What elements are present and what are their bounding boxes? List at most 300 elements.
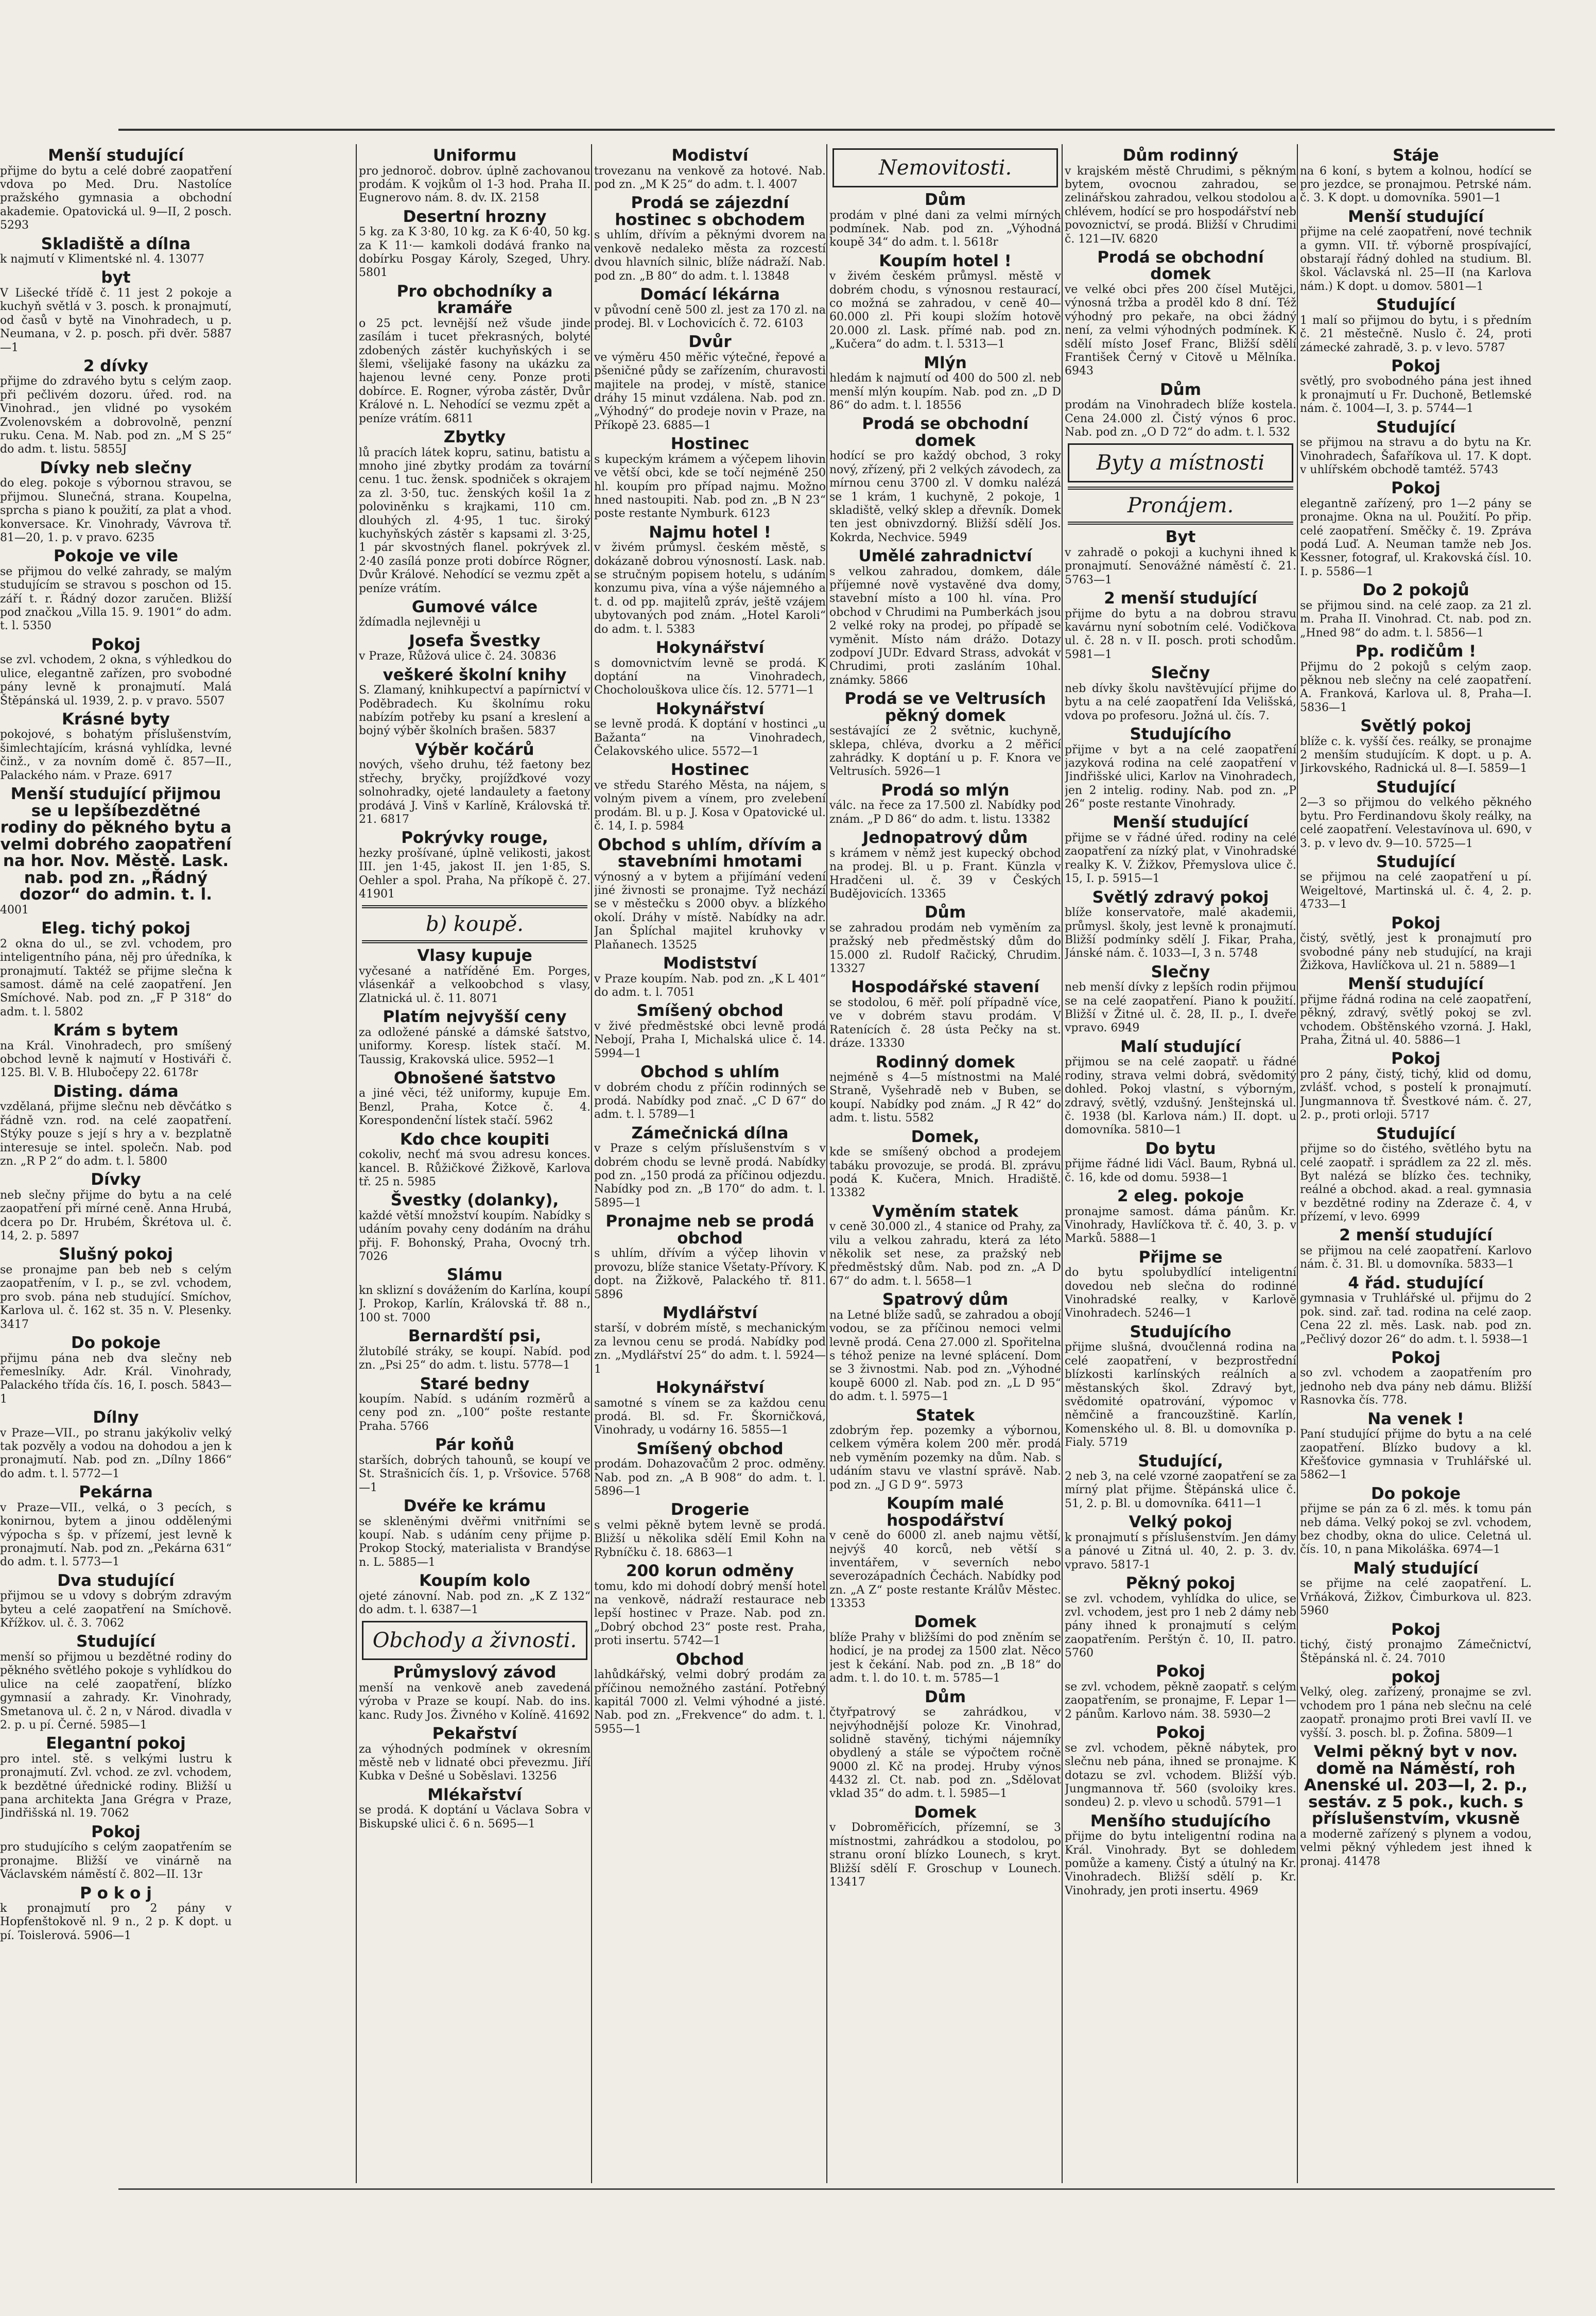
classified-ad [359,283,591,426]
ad-heading: Pěkný pokoj [1125,1574,1236,1593]
classified-ad [594,1003,826,1061]
classified-ad [0,236,232,267]
ad-heading: Pokoj [1391,913,1441,932]
ad-heading: Prodá se obchodní domek [1097,248,1264,284]
ad-body: se přijmou na stravu a do bytu na Kr. Vinohradech, Šafaříkova ul. 17. K dopt. v uhlířském obchodě tamtéž. 5743 [1300,436,1532,476]
ad-heading: Mlékařství [427,1785,522,1804]
ad-body: pro studujícího s celým zaopatřením se pronajme. Bližší ve vinárně na Václavském náměstí č. 802—II. 13r [0,1841,232,1881]
classified-ad [0,1735,232,1821]
ad-body: čistý, světlý, jest k pronajmutí pro svobodné pány neb studující, na kraji Žižkova, Havlíčkova ul. 21 n. 5889—1 [1300,932,1532,972]
classified-ad [359,1267,591,1325]
ad-body: na Král. Vinohradech, pro smíšený obchod levně k najmutí v Hostiváři č. 125. Bl. V. B. Hlubočepy 22. 6178r [0,1039,232,1080]
ad-heading: veškeré školní knihy [383,665,567,684]
classified-ad [594,1501,826,1560]
ad-heading: Gumové válce [411,597,538,616]
classified-ad [359,1070,591,1128]
classified-ad [594,837,826,952]
ad-body: a moderně zařízený s plynem a vodou, velmi pěkný výhledem jest ihned k pronaj. 41478 [1300,1827,1532,1868]
ad-body: so zvl. vchodem a zaopatřením pro jednoho neb dva pány neb dámu. Bližší Rasnovka čís. 778. [1300,1367,1532,1407]
classified-ad [1300,1669,1532,1740]
ad-body: na Letné blíže sadů, se zahradou a obojí vodou, se za příčinou nemoci velmi levně prodá. Cena 27.000 zl. Spořitelna s téhož penize na levné splácení. Dom se 3 živnostmi. Nab. pod zn. „Výhodné koupě 6000 zl. Nab. pod zn. „L D 95“ do adm. t. l. 5975—1 [829,1308,1061,1404]
ad-heading: Zbytky [443,428,506,447]
ad-body: se přijmou na celé zaopatření. Karlovo nám. č. 31. Bl. u domovníka. 5833—1 [1300,1245,1532,1271]
ad-heading: P o k o j [80,1883,152,1903]
classified-ad [1300,915,1532,973]
ad-heading: Uniformu [432,146,517,165]
classified-ad [829,1129,1061,1200]
ad-body: za výhodných podmínek v okresním městě neb v lidnaté obci převezmu. Jiří Kubka v Dešné u Soběslavi. 13256 [359,1742,591,1783]
ad-body: ždímadla nejlevněji u [359,616,481,629]
ad-heading: Dům [924,1687,966,1706]
classified-ad [1065,1813,1296,1898]
ad-body: menší na venkově aneb zavedená výroba v Praze se koupí. Nab. do ins. kanc. Rudy Jos. Živného v Kolíně. 41692 [359,1681,591,1722]
ad-heading: Josefa Švestky [409,631,541,650]
classified-ad [1065,1249,1296,1321]
ad-heading: Studujícího [1130,724,1231,744]
ad-body: v živé předměstské obci levně prodá Nebojí, Praha I, Michalská ulice č. 14. 5994—1 [594,1019,826,1060]
ad-body: v živém průmysl. českém městě, s dokázaně dobrou výnosností. Lask. nab. se stručným popisem hotelu, s udáním konzumu piva, vína a výše nájemného a t. d. od pp. majitelů zpráv, ještě vzájem ubytovaných pod znám. „Hotel Karoli“ do adm. t. l. 5383 [594,541,826,636]
classified-ad [359,741,591,827]
ad-body: kde se smíšený obchod a prodejem tabáku provozuje, se prodá. Bl. zprávu podá K. Kučera, Mnich. Hradiště. 13382 [829,1146,1061,1200]
classified-ad [1300,1621,1532,1666]
ad-body: blíže konservatoře, malé akademii, průmysl. školy, jest levně k pronajmutí. Bližší podmínky sdělí J. Fikar, Praha, Jánské nám. č. 1033—I, 3 n. 5748 [1065,906,1296,960]
ad-body: v krajském městě Chrudimi, s pěkným bytem, ovocnou zahradou, se zelinářskou zahradou, velkou stodolou a chlévem, hodící se pro hospodářství neb povoznictví, se prodá. Bližší v Chrudimi č. 121—IV. 6820 [1065,164,1296,246]
ad-body: s velmi pěkně bytem levně se prodá. Bližší u několika sdělí Emil Kohn na Rybníčku č. 18. 6863—1 [594,1518,826,1559]
ad-heading: Švestky (dolanky), [390,1191,559,1210]
classified-ad [0,1633,232,1732]
ad-heading: Vyměním statek [872,1202,1018,1221]
classified-ad [0,1171,232,1243]
ad-heading: 200 korun odměny [626,1562,794,1581]
ad-body: přijme do zdravého bytu s celým zaop. při pečlivém dozoru. úřed. rod. na Vinohrad., jen vlidné po vysokém Zvolenovském a dobrovolně, penzní ruku. Cena. M. Nab. pod zn. „M S 25“ do adm. t. listu. 5855J [0,375,232,456]
ad-heading: Dům rodinný [1122,146,1239,165]
classified-ad [594,1651,826,1737]
classified-ad [359,1131,591,1189]
classified-ad [0,636,232,708]
classified-ad [1065,529,1296,587]
classified-ad [1300,209,1532,294]
classified-ad [594,195,826,283]
classified-ad [829,1407,1061,1493]
ad-body: menší so přijmou u bezdětné rodiny do pěkného světlého pokoje s vyhlídkou do ulice na celé zaopatření, blízko gymnasií a zahrady. Kr. Vinohrady, Smetanova ul. č. 2 n, v Národ. divadla v 2. p. u pí. Černé. 5985—1 [0,1650,232,1732]
ad-heading: Zámečnická dílna [631,1124,789,1143]
ad-body: zdobrým řep. pozemky a výbornou, celkem výměra kolem 200 měr. prodá neb vyměním pozemky na dům. Nab. s udáním stavu ve vlastní správě. Nab. pod zn. „J G D 9“. 5973 [829,1424,1061,1492]
ad-heading: Pokoj [1391,356,1441,375]
ad-heading: Menší studující [1348,207,1484,226]
section-heading: Obchody a živnosti. [362,1621,587,1660]
ad-heading: Vlasy kupuje [417,946,532,965]
ad-body: nových, všeho druhu, též faetony bez střechy, bryčky, projížďkové vozy solnohradky, ojeté landaulety a faetony prodává J. Vinš v Karlíně, Královská tř. 21. 6817 [359,758,591,826]
ad-body: 2—3 so přijmou do velkého pěkného bytu. Pro Ferdinandovu školy reálky, na celé zaopatření. Velestavínova ul. 690, v 3. p. v levo dv. 9—10. 5725—1 [1300,796,1532,850]
ad-heading: Studující, [1138,1451,1223,1471]
classified-ad [1065,1575,1296,1661]
ad-body: hezky prošívané, úplně velikosti, jakost III. jen 1·45, jakost II. jen 1·85, S. Oehler a spol. Praha, Na příkopě č. 27. 41901 [359,846,591,901]
ad-body: vzdělaná, přijme slečnu neb děvčátko s řádně vzn. rod. na celé zaopatření. Stýky pouze s její s hry a v. bezplatně interesuje se intel. společn. Nab. pod zn. „R P 2“ do adm. t. l. 5800 [0,1100,232,1168]
ad-body: s uhlím, dřívím a pěknými dvorem na venkově nedaleko města za rozcestí dvou hlavních silnic, blíže nádraží. Nab. pod zn. „B 80“ do adm. t. l. 13848 [594,229,826,283]
classified-ad [594,147,826,192]
ad-heading: Na venek ! [1367,1409,1464,1428]
ad-body: ve středu Starého Města, na nájem, s volným pivem a vínem, pro zvelebení prodám. Bl. u p. J. Kosa v Opatovické ul. č. 14, I. p. 5984 [594,779,826,833]
ad-body: tichý, čistý pronajmo Zámečnictví, Štěpánská nl. č. 24. 7010 [1300,1638,1532,1665]
ad-heading: Pronajme neb se prodá obchod [605,1212,814,1248]
ad-body: v dobrém chodu z příčin rodinných se prodá. Nabídky pod znač. „C D 67“ do adm. t. l. 5789—1 [594,1081,826,1121]
classified-ad [594,286,826,331]
classified-ad [1065,726,1296,811]
ad-heading: Pokoj [1156,1723,1205,1742]
classified-ad [0,147,232,233]
ad-body: 2 okna do ul., se zvl. vchodem, pro inteligentního pána, něj pro úředníka, k pronajmutí. Taktéž se přijme slečna k samost. dámě na celé zaopatření. Jen Smíchové. Nab. pod zn. „F P 318“ do adm. t. l. 5802 [0,937,232,1018]
ad-body: přijme do bytu inteligentní rodina na Král. Vinohrady. Byt se dohledem pomůže a kameny. Čistý a útulný na Kr. Vinohradech. Bližší sdělí p. Kr. Vinohrady, jen proti insertu. 4969 [1065,1830,1296,1897]
classified-ad [359,633,591,664]
ad-body: se prodá. K doptání u Václava Sobra v Biskupské ulici č. 6 n. 5695—1 [359,1804,591,1830]
ad-heading: Spatrový dům [882,1290,1009,1309]
ad-heading: Jednopatrový dům [862,828,1028,848]
classified-ad [594,1213,826,1302]
ad-body: 5 kg. za K 3·80, 10 kg. za K 6·40, 50 kg. za K 11·— kamkoli dodává franko na dobírku Posgay Károly, Szeged, Uhry. 5801 [359,226,591,280]
ad-heading: Dvéře ke krámu [403,1496,546,1515]
ad-body: hodící se pro každý obchod, 3 roky nový, zřízený, při 2 velkých závodech, za mírnou cenu 3700 zl. V domku nalézá se 1 krám, 1 kuchyně, 2 pokoje, 1 skladiště, velký sklep a dřevník. Domek ten jest obnivzdorný. Bližší sdělí Jos. Kokrda, Nechvice. 5949 [829,450,1061,544]
classified-ad [359,1787,591,1831]
ad-heading: Mlýn [924,353,967,372]
ad-body: v původní ceně 500 zl. jest za 170 zl. na prodej. Bl. v Lochovicích č. 72. 6103 [594,303,826,330]
ad-body: do eleg. pokoje s výbornou stravou, se přijmou. Slunečná, strana. Koupelna, sprcha s piano k použití, za plat a vhod. konversace. Kr. Vinohrady, Vávrova tř. 81—20, 1. p. v pravo. 6235 [0,477,232,544]
column-1 [359,144,591,2296]
ad-body: blíže c. k. vyšší čes. reálky, se pronajme 2 menším studujícím. K dopt. u p. A. Jirkovského, Radnická ul. 8—I. 5859—1 [1300,735,1532,775]
classified-ad [0,920,232,1019]
classified-ad [594,640,826,698]
classified-ad [359,599,591,630]
ad-heading: Obchod [675,1650,744,1669]
ad-body: přijme se v řádné úřed. rodiny na celé zaopatření za nízký plat, v Vinohradské realky K. V. Žižkov, Přemyslova ulice č. 15, I. p. 5915—1 [1065,832,1296,886]
ad-body: vyčesané a natříděné Em. Porges, vlásenkář a velkoobchod s vlasy, Zlatnická ul. č. 11. 8071 [359,965,591,1005]
column-4 [1065,144,1296,2296]
ad-heading: Domek [914,1803,977,1822]
classified-ad [0,1083,232,1169]
ad-heading: Krásné byty [62,710,170,729]
ad-heading: Výběr kočárů [415,740,534,759]
ad-body: se přijmou sind. na celé zaop. za 21 zl. m. Praha II. Vinohrad. Ct. nab. pod zn. „Hned 98“ do adm. t. l. 5856—1 [1300,599,1532,640]
ad-body: se zvl. vchodem, vyhlídka do ulice, se zvl. vchodem, jest pro 1 neb 2 dámy neb pány ihned k pronajmutí s celým zaopatřením. Perštýn č. 10, II. patro. 5760 [1065,1592,1296,1660]
classified-ad [1300,718,1532,776]
classified-ad [829,1614,1061,1685]
classified-ad [0,1022,232,1080]
ad-heading: Eleg. tichý pokoj [41,919,190,938]
ad-body: válc. na řece za 17.500 zl. Nabídky pod znám. „P D 86“ do adm. t. listu. 13382 [829,799,1061,826]
classified-ad [1065,382,1296,440]
classified-ad [1065,1140,1296,1185]
ad-heading: Pokoj [1391,1348,1441,1367]
classified-ad [829,690,1061,779]
ad-heading: Pp. rodičům ! [1355,642,1477,661]
ad-body: s domovnictvím levně se prodá. K doptání na Vinohradech, Chocholouškova ulice čís. 12. 5771—1 [594,656,826,697]
ad-heading: Kdo chce koupiti [400,1130,550,1149]
ad-heading: Menší studující [48,146,184,165]
ad-heading: Najmu hotel ! [649,523,771,542]
ad-body: se zvl. vchodem, 2 okna, s výhledkou do ulice, elegantně zařízen, pro svobodné pány levně k pronajmutí. Malá Štěpánská ul. 1939, 2. p. v pravo. 5507 [0,653,232,707]
classified-ad [0,358,232,457]
ad-body: pro intel. stě. s velkými lustru k pronajmutí. Zvl. vchod. ze zvl. vchodem, k bezdětné úřednické rodiny. Bližší u pana architekta Jana Grégra v Praze, Jindřišská nl. 19. 7062 [0,1752,232,1820]
ad-heading: Obchod s uhlím, dřívím a stavebními hmotami [598,835,822,871]
classified-ad [829,416,1061,545]
ad-body: v Praze, Růžová ulice č. 24. 30836 [359,650,557,663]
ad-body: se přijmou do velké zahrady, se malým studujícím se stravou s poschon od 15. září t. r. Řádný dozor zaručen. Bližší pod značkou „Villa 15. 9. 1901“ do adm. t. l. 5350 [0,565,232,633]
ad-heading: Studující [1376,1124,1455,1143]
ad-heading: Studující [1376,777,1455,797]
classified-ad [1065,1724,1296,1810]
classified-ad [1300,1411,1532,1482]
classified-ad [0,1885,232,1943]
ad-body: pokojové, s bohatým příslušenstvím, šimlechtajícím, krásná vyhlídka, levné činž., v za novním domě č. 857—II., Palackého nám. v Praze. 6917 [0,728,232,782]
classified-ad [0,786,232,917]
classified-ad [594,1563,826,1648]
classified-ad [1300,480,1532,579]
ad-body: pronajme samost. dáma pánům. Kr. Vinohrady, Havlíčkova tř. č. 40, 3. p. v Marků. 5888—1 [1065,1205,1296,1246]
classified-ad [1300,1743,1532,1869]
ad-body: přijme se pán za 6 zl. měs. k tomu pán neb dáma. Velký pokoj se zvl. vchodem, bez chodby, okna do ulice. Celetná ul. čís. 10, n pana Mikoláška. 6974—1 [1300,1502,1532,1557]
ad-heading: Bernardští psi, [408,1327,542,1346]
ad-body: neb dívky školu navštěvující přijme do bytu a na celé zaopatření Ida Velišská, vdova po profesoru. Jožná ul. čís. 7. [1065,682,1296,722]
classified-ad [1300,1485,1532,1557]
ad-heading: Prodá se ve Veltrusích pěkný domek [844,689,1046,725]
ad-body: přijme v byt a na celé zaopatření jazyková rodina na celé zaopatření v Jindřišské ulici, Karlov na Vinohradech, jen 2 intelig. rodiny. Nab. pod zn. „P 26“ poste restante Vinohrady. [1065,743,1296,811]
ad-heading: Krám s bytem [53,1021,179,1040]
ad-heading: Dívky [91,1170,141,1189]
classified-ad [0,1246,232,1332]
ad-heading: Koupím malé hospodářství [887,1494,1004,1530]
ad-body: žlutobílé stráky, se koupí. Nabíd. pod zn. „Psi 25“ do adm. t. listu. 5778—1 [359,1345,591,1372]
ad-body: sestávající ze 2 světnic, kuchyně, sklepa, chléva, dvorku a 2 měřicí zahrádky. K doptání u p. F. Knora ve Veltrusích. 5926—1 [829,724,1061,779]
ad-heading: Smíšený obchod [636,1439,784,1458]
classified-ad [359,147,591,205]
ad-heading: Umělé zahradnictví [858,547,1032,566]
ad-body: k pronajmutí pro 2 pány v Hopfenštokově nl. 9 n., 2 p. K dopt. u pí. Toislerová. 5906—1 [0,1902,232,1942]
column-5 [1300,144,1532,2296]
classified-ad [829,192,1061,250]
classified-ad [1065,147,1296,246]
ad-heading: Menší studující [1348,975,1484,994]
column-divider [826,144,827,2183]
classified-ad [1300,1350,1532,1408]
ad-body: výnosný a v bytem a přijímání vedení jiné živnosti se pronajme. Tyž nechází se v městečku s 2000 obyv. a blízkého okolí. Dráhy v místě. Nabídky na adr. Jan Šplíchal majitel kruhovky v Plaňanech. 13525 [594,870,826,952]
classified-ad [1065,590,1296,662]
ad-heading: Slušný pokoj [59,1245,173,1264]
ad-heading: Disting. dáma [53,1082,179,1101]
classified-ad [1300,1560,1532,1618]
ad-heading: Dům [1159,380,1202,399]
ad-body: elegantně zařízený, pro 1—2 pány se pronajme. Okna na ul. Použití. Po přip. celé zaopatření. Směčky č. 19. Zpráva podá Luď. A. Neuman tamže neb Jos. Kessner, fotograf, ul. Krakovská čísl. 10. I. p. 5586—1 [1300,497,1532,578]
ad-body: v Praze—VII., velká, o 3 pecích, s konirnou, bytem a jinou oddělenými výpocha s šp. v přízemí, jest levně k pronajmutí. Nab. pod zn. „Pekárna 631“ do adm. t. l. 5773—1 [0,1501,232,1569]
ad-heading: Stáje [1393,146,1439,165]
ad-heading: Dílny [93,1408,139,1427]
ad-heading: 2 menší studující [1339,1226,1493,1245]
classified-ad [594,334,826,433]
ad-body: kn sklizní s dovážením do Karlína, koupí J. Prokop, Karlín, Královská tř. 88 n., 100 st. 7000 [359,1284,591,1324]
column-3 [829,144,1061,2296]
ad-body: hledám k najmutí od 400 do 500 zl. neb menší mlýn koupím. Nab. pod zn. „D D 86“ do adm. t. l. 18556 [829,372,1061,412]
classified-ad [1065,1324,1296,1450]
classified-ad [594,1379,826,1438]
classified-ad [1300,147,1532,205]
ad-heading: Domácí lékárna [640,285,780,304]
classified-ad [594,1305,826,1376]
classified-ad [829,904,1061,976]
classified-ad [359,829,591,901]
ad-body: gymnasia v Truhlářské ul. přijmu do 2 pok. sind. zař. tad. rodina na celé zaop. Cena 22 zl. měs. Lask. nab. pod zn. „Pečlivý dozor 26“ do adm. t. l. 5938—1 [1300,1292,1532,1346]
classified-ad [359,1009,591,1067]
ad-body: přijmou se u vdovy s dobrým zdravým byteu a celé zaopatření na Smíchově. Křížkov. ul. č. 3. 7062 [0,1589,232,1630]
ad-body: Paní studující přijme do bytu a na celé zaopatření. Blízko budovy a kl. Křešťovice gymnasia v Truhlářské ul. 5862—1 [1300,1428,1532,1482]
ad-body: přijme slušná, dvoučlenná rodina na celé zaopatření, v bezprostřední blízkosti karlínských reálních a městanských škol. Zdravý byt, svědomité opatrování, výpomoc v němčině a francouzštině. Karlín, Komenského ul. 8. Bl. u domovníka p. Fialy. 5719 [1065,1341,1296,1449]
classified-ad [1300,297,1532,355]
ad-body: blíže Prahy v bližšími do pod zněním se hodicí, je na prodej za 1500 zlat. Něco jest k čekání. Nab. pod zn. „B 18“ do adm. t. l. do 10. t. m. 5785—1 [829,1631,1061,1685]
classified-ad [359,1498,591,1569]
ad-heading: Studující [76,1632,155,1651]
column-divider [1297,144,1298,2183]
ad-body: se skleněnými dvěřmi vnitřními se koupí. Nab. s udáním ceny přijme p. Prokop Stocký, materialista v Brandýse n. L. 5885—1 [359,1515,591,1569]
classified-ad [0,1572,232,1631]
ad-heading: Malí studující [1120,1037,1241,1056]
ad-heading: Obnošené šatstvo [393,1068,556,1087]
classified-ad [1300,419,1532,477]
ad-heading: Statek [915,1406,975,1425]
classified-ad [594,1064,826,1122]
ad-heading: Menší studující [1113,813,1248,832]
ad-body: samotné s vínem se za každou cenu prodá. Bl. sd. Fr. Škorničková, Vinohrady, u vodárny 16. 5855—1 [594,1396,826,1437]
column-6 [0,144,232,2296]
ad-heading: 2 dívky [83,356,149,375]
ad-heading: Hokynářství [655,699,765,718]
ad-body: neb menší dívky z lepších rodin přijmou se na celé zaopatření. Piano k použití. Bližší v Žitné ul. č. 28, II. p., I. dveře vpravo. 6949 [1065,981,1296,1035]
ad-body: s kupeckým krámem a výčepem lihovin ve větší obci, kde se točí nejméně 250 hl. koupím pro případ najmu. Možno hned nastoupiti. Nab. pod zn. „B N 23“ poste restante Nymburk. 6123 [594,453,826,521]
classified-ad [1065,665,1296,723]
ad-heading: Hostinec [670,435,750,454]
ad-heading: Světlý pokoj [1360,717,1471,736]
classified-ad [359,667,591,738]
ad-body: v Praze—VII., po stranu jakýkoliv velký tak pozvěly a vodou na dohodou a jen k pronajmutí. Nab. pod zn. „Dílny 1866“ do adm. t. l. 5772—1 [0,1426,232,1480]
ad-body: v ceně 30.000 zl., 4 stanice od Prahy, za vilu a velkou zahradu, která za léto několik set nese, za pražský neb předměstský dům. Nab. pod zn. „A D 67“ do adm. t. l. 5658—1 [829,1220,1061,1288]
ad-heading: Pokoj [1391,1049,1441,1068]
ad-heading: Studující [1376,296,1455,315]
classified-ad [594,1125,826,1211]
ad-body: v zahradě o pokoji a kuchyni ihned k pronajmutí. Senovážné náměstí č. 21. 5763—1 [1065,546,1296,586]
classified-ad [359,1376,591,1434]
classified-ad [0,1484,232,1569]
ad-body: přijmou se na celé zaopatř. u řádné rodiny, strava velmi dobrá, svědomitý dohled. Pokoj vlastní, s výborným, zdravý, světlý, vzdušný. Jenštejnská ul. č. 1938 (bl. Karlova nám.) II. dopt. u domovníka. 5810—1 [1065,1056,1296,1137]
classified-ad [0,711,232,783]
ad-body: cokoliv, nechť má svou adresu konces. kancel. B. Růžičkové Žižkově, Karlova tř. 25 n. 5985 [359,1148,591,1188]
classified-ad [359,209,591,280]
ad-heading: Do bytu [1145,1139,1216,1158]
classified-ad [829,1291,1061,1404]
ad-heading: Prodá se obchodní domek [862,414,1029,450]
ad-heading: Dva studující [57,1571,175,1590]
ad-body: přijme na celé zaopatření, nové technik a gymn. VII. tř. výborně prospívající, obstarají řádný dohled na studium. Bl. škol. Václavská nl. 25—II (na Karlova nám.) K dopt. u domov. 5801—1 [1300,226,1532,293]
ad-heading: Hokynářství [655,1378,765,1397]
classified-ad [594,701,826,759]
ad-heading: Domek [914,1613,977,1632]
ad-heading: Koupím kolo [419,1571,530,1591]
ad-heading: Dům [924,903,966,922]
ad-heading: Pokoj [91,1822,141,1841]
classified-ad [359,1328,591,1372]
ad-body: čtyřpatrový se zahrádkou, v nejvýhodnější poloze Kr. Vinohrad, solidně stavěný, tichými nájemníky obydlený a stále se výpočtem ročně 9000 zl. Kč na prodej. Hruby výnos 4432 zl. Ct. nab. pod zn. „Sdělovat vklad 35“ do adm. t. l. 5985—1 [829,1706,1061,1801]
ad-heading: Velmi pěkný byt v nov. domě na Náměstí, roh Anenské ul. 203—I, 2. p., sestáv. z 5 pok., kuch. s příslušenstvím, vkusně [1304,1742,1528,1828]
ad-body: ojeté zánovní. Nab. pod zn. „K Z 132“ do adm. t. l. 6387—1 [359,1589,591,1616]
ad-heading: Pokrývky rouge, [401,828,548,848]
ad-body: koupím. Nabíd. s udáním rozměrů a ceny pod zn. „100“ pošte restante Praha. 5766 [359,1393,591,1433]
classified-ad [1065,1514,1296,1572]
section-heading: Pronájem. [1068,487,1293,525]
classified-ad [1300,976,1532,1047]
ad-body: světlý, pro svobodného pána jest ihned k pronajmutí u Fr. Duchoně, Betlemské nám. č. 1004—I, 3. p. 5744—1 [1300,375,1532,416]
classified-ad [1300,854,1532,912]
ad-body: pro 2 pány, čistý, tichý, klid od domu, zvlášť. vchod, s postelí k pronajmutí. Jungmannova tř. Švestkové nám. č. 27, 2. p., proti orloji. 5717 [1300,1068,1532,1122]
ad-heading: Pokoje ve vile [53,547,179,566]
ad-body: s krámem v němž jest kupecký obchod na prodej. Bl. u p. Frant. Künzla v Hradčeni ul. č. 39 v Českých Budějovicích. 13365 [829,846,1061,901]
ad-heading: Pro obchodníky a kramáře [396,282,553,318]
classified-ad [1300,643,1532,715]
classified-ad [1300,1275,1532,1346]
ad-heading: Hospodářské stavení [851,978,1039,997]
ad-heading: Staré bedny [420,1374,530,1393]
ad-heading: Modistství [663,954,757,973]
ad-heading: 4 řád. studující [1348,1273,1484,1292]
bottom-rule [118,2188,1555,2190]
ad-heading: 2 menší studující [1104,589,1257,608]
column-divider [356,144,357,2183]
classified-ad [1300,1050,1532,1122]
ad-body: přijme řádné lidi Václ. Baum, Rybná ul. č. 16, kde od domu. 5938—1 [1065,1157,1296,1184]
classified-ad [829,253,1061,352]
ad-heading: Dvůr [688,333,732,352]
ad-body: se zvl. vchodem, pěkně nábytek, pro slečnu neb pána, ihned se pronajme. K dotazu se zvl. vchodem. Bližší výb. Jungmannova tř. 560 (svoloiky kres. sondeu) 2. p. vlevo u schodů. 5791—1 [1065,1741,1296,1809]
ad-heading: Do 2 pokojů [1362,581,1469,600]
ad-heading: Elegantní pokoj [46,1734,186,1753]
ad-body: starší, v dobrém místě, s mechanickým za levnou cenu se prodá. Nabídky pod zn. „Mydlářství 25“ do adm. t. l. 5924—1 [594,1322,826,1376]
ad-body: každé větší množství koupím. Nabídky s udáním povahy ceny dodáním na dráhu přij. F. Bohonský, Praha, Ovocný trh. 7026 [359,1209,591,1264]
ad-heading: 2 eleg. pokoje [1117,1187,1244,1206]
ad-body: na 6 koní, s bytem a kolnou, hodící se pro jezdce, se pronajmou. Petrské nám. č. 3. K dopt. u domovníka. 5901—1 [1300,164,1532,205]
classified-ad [1300,582,1532,640]
ad-heading: Pokoj [1391,1620,1441,1639]
ad-body: přijme do bytu a na dobrou stravu kavárnu nyní sobotním celé. Vodičkova ul. č. 28 n. v II. posch. proti schodům. 5981—1 [1065,607,1296,661]
ad-heading: Smíšený obchod [636,1001,784,1021]
classified-ad [1300,358,1532,416]
classified-ad [594,524,826,636]
ad-heading: Dům [924,191,966,209]
ad-body: ve výměru 450 měřic výtečné, řepové a pšeničné půdy se zařízením, churavosti majitele na prodej, v místě, stanice dráhy 15 minut vzdálena. Nab. pod zn. „Výhodný“ do prodeje novin v Praze, na Příkopě 23. 6885—1 [594,351,826,432]
classified-ad [1065,964,1296,1035]
ad-heading: Pokoj [1156,1662,1205,1681]
ad-body: v Praze s celým příslušenstvím s v dobrém chodu se levně prodá. Nabídky pod zn. „150 prodá za příčinou odjezdu. Nabídky pod zn. „B 170“ do adm. t. l. 5895—1 [594,1142,826,1209]
classified-ad [359,947,591,1006]
ad-body: se přijmou na celé zaopatření u pí. Weigeltové, Martinská ul. č. 4, 2. p. 4733—1 [1300,871,1532,911]
classified-ad [829,1203,1061,1289]
ad-body: přijme řádná rodina na celé zaopatření, pěkný, zdravý, světlý pokoj se zvl. vchodem. Obštěnského vzorná. J. Hakl, Praha, Žitná ul. 40. 5886—1 [1300,993,1532,1047]
ad-body: se přijme na celé zaopatření. L. Vrňáková, Žižkov, Čimburkova ul. 823. 5960 [1300,1577,1532,1618]
ad-body: 1 malí so přijmou do bytu, i s předním č. 21 městečně. Nuslo č. 24, proti zámecké zahradě, 3. p. v levo. 5787 [1300,314,1532,354]
ad-body: za odložené pánské a dámské šatstvo, uniformy. Koresp. lístek stačí. M. Taussig, Krakovská ulice. 5952—1 [359,1026,591,1066]
ad-heading: Prodá so mlýn [881,781,1010,800]
ad-body: 4001 [0,903,29,917]
ad-body: neb slečny přijme do bytu a na celé zaopatření při mírné ceně. Anna Hrubá, dcera po Dr. Hrubém, Škrétova ul. č. 14, 2. p. 5897 [0,1188,232,1243]
ad-body: pro jednoroč. dobrov. úplně zachovanou prodám. K vojkům ol 1-3 hod. Praha II. Eugnerovo nám. 8. dv. IX. 2158 [359,164,591,205]
ad-body: do bytu spolubydlící inteligentní dovedou neb slečna do rodinné Vinohradské realky, v Karlově Vinohradech. 5246—1 [1065,1266,1296,1320]
ad-heading: Pekárna [79,1483,153,1502]
ad-body: se pronajme pan beb neb s celým zaopatřením, v I. p., se zvl. vchodem, pro svob. pána neb studující. Smíchov, Karlova ul. č. 162 st. 35 n. V. Plesenky. 3417 [0,1264,232,1331]
classified-ad [0,1824,232,1882]
classified-ad [829,782,1061,826]
